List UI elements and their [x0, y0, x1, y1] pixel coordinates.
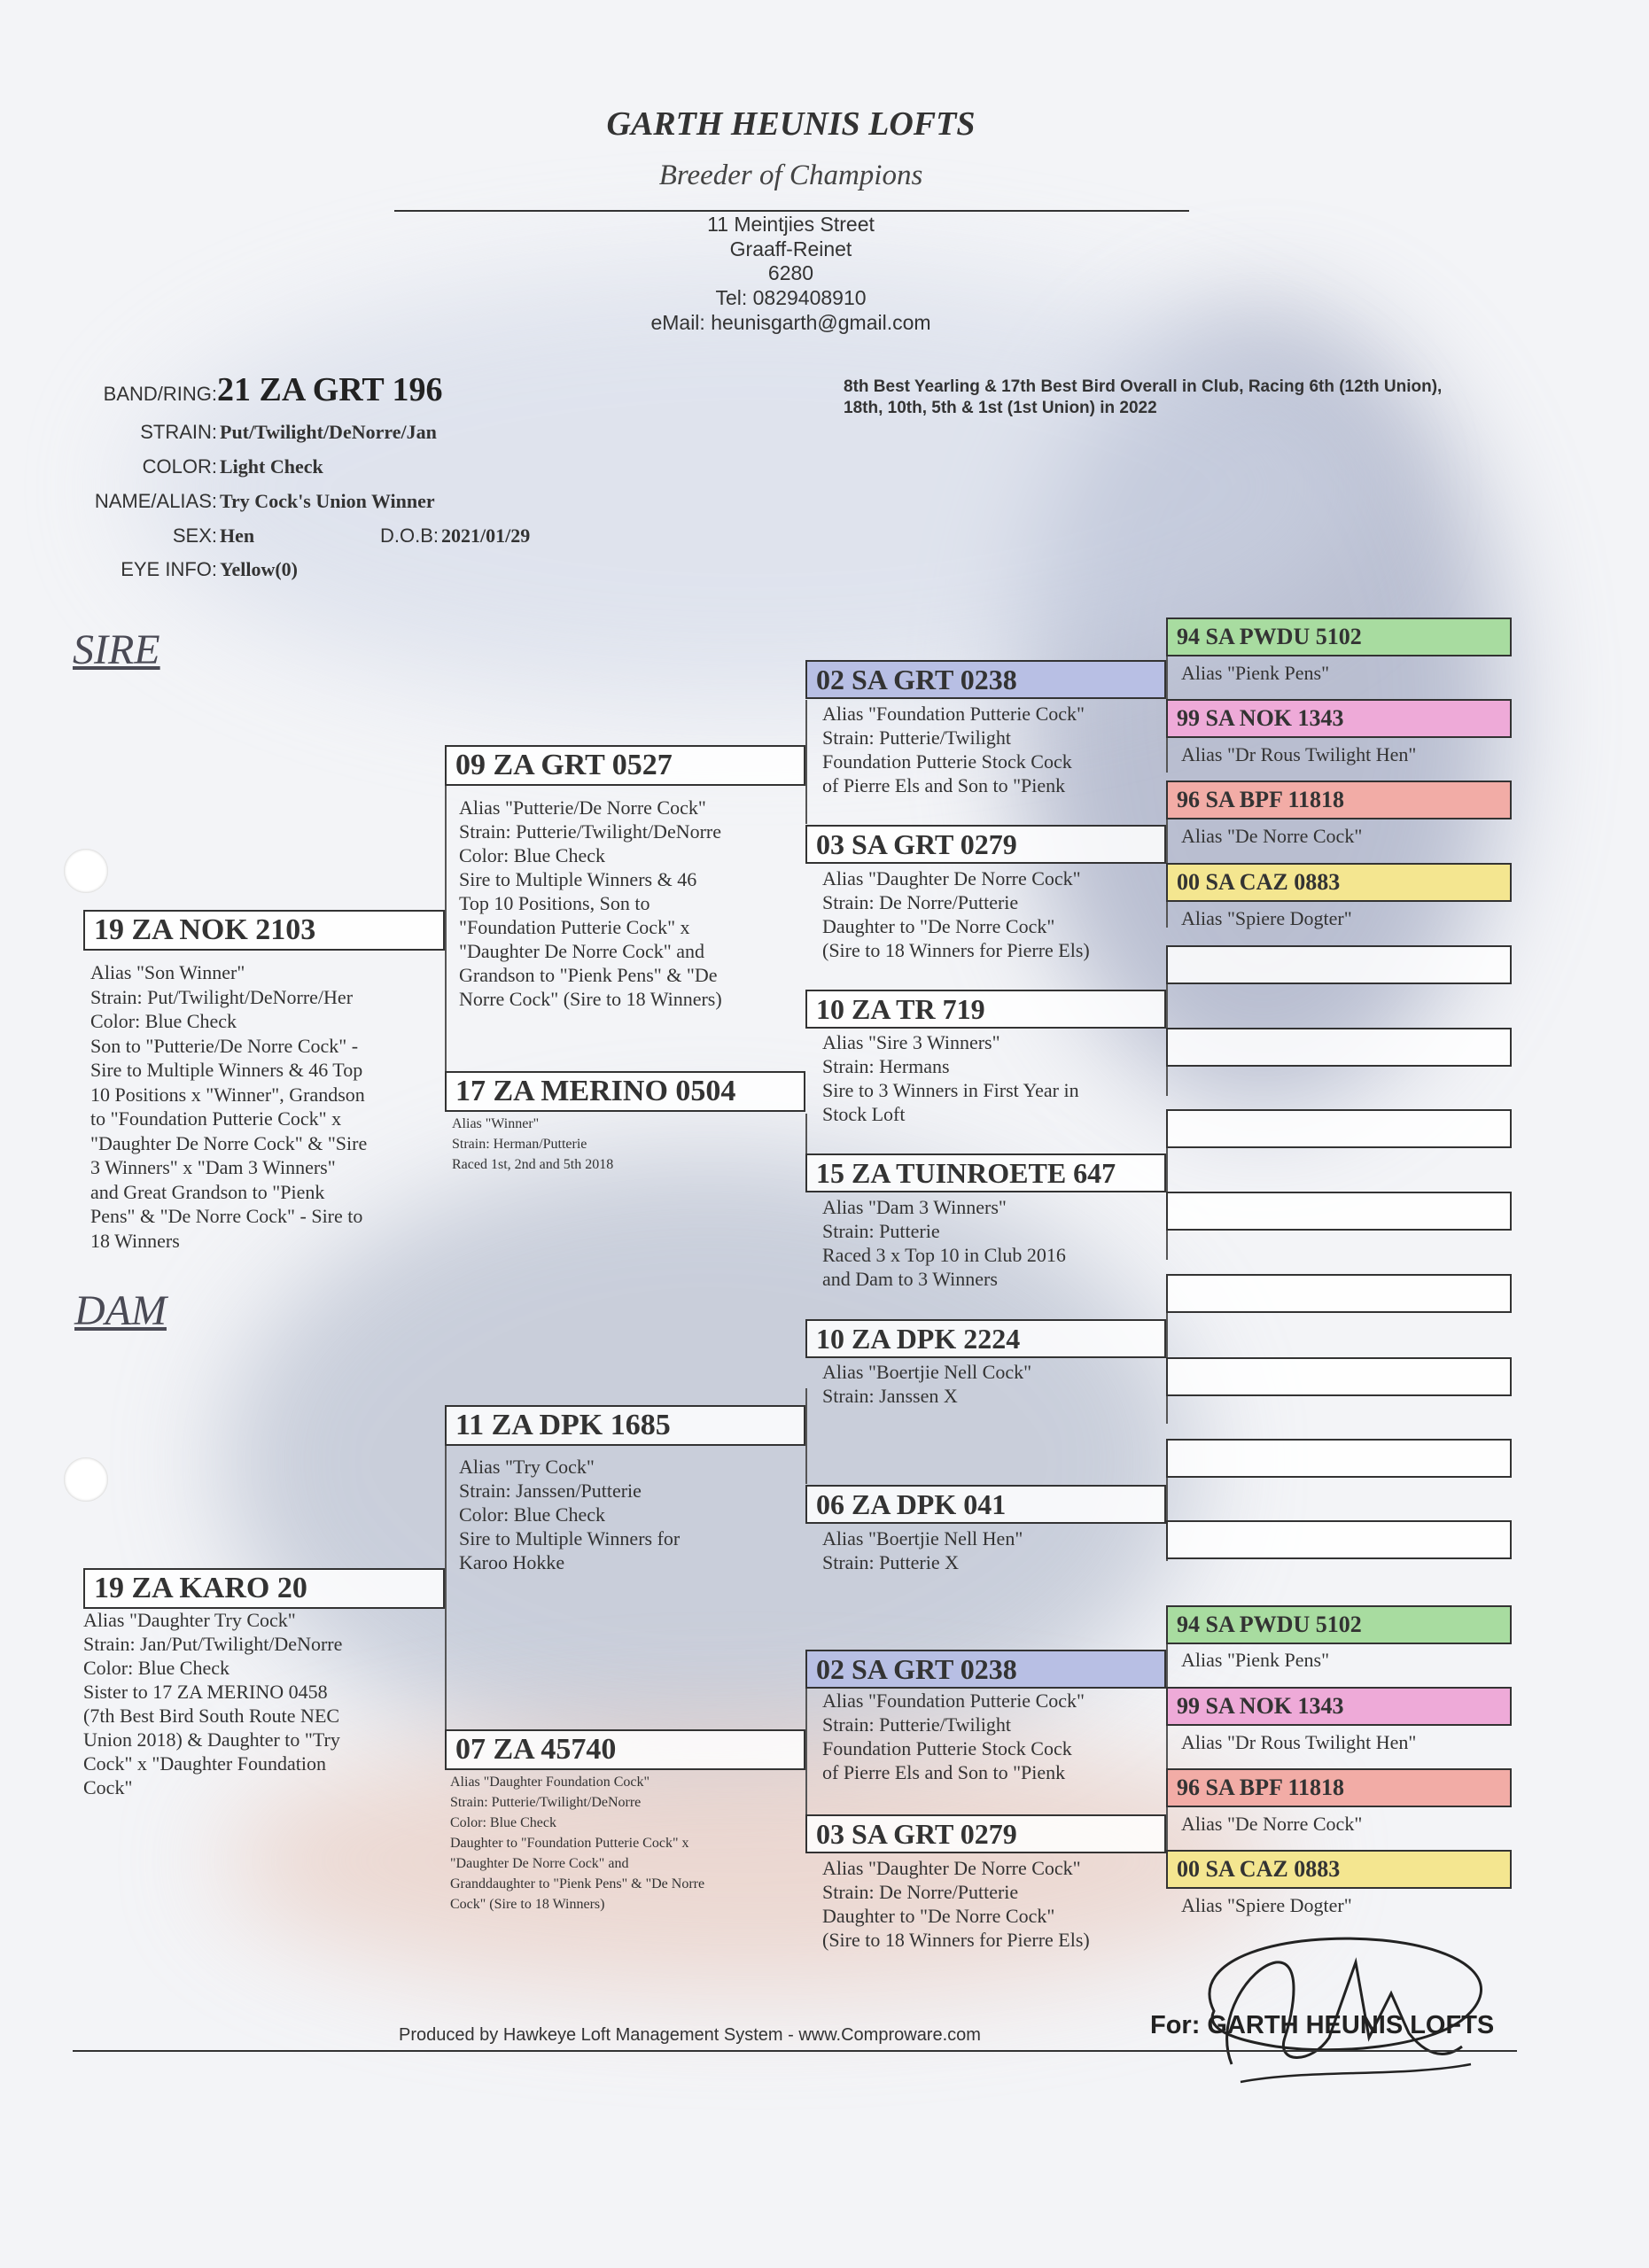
gen4-bottom-alias-2: Alias "Dr Rous Twilight Hen"	[1181, 1731, 1417, 1753]
strain-label: STRAIN:	[140, 421, 217, 443]
connector-gen3-d	[805, 1666, 807, 1815]
gen3-desc-1: Alias "Foundation Putterie Cock" Strain: Putterie/Twilight Foundation Putterie Stock Cock of Pierre Els and Son to "Pienk	[822, 703, 1085, 796]
gen3-box-7: 02 SA GRT 0238	[805, 1650, 1166, 1689]
strain-value: Put/Twilight/DeNorre/Jan	[220, 421, 437, 443]
sex-value: Hen	[220, 524, 255, 547]
gen2-sire-dam-box: 17 ZA MERINO 0504	[445, 1071, 805, 1112]
dam-description: Alias "Daughter Try Cock" Strain: Jan/Put/Twilight/DeNorre Color: Blue Check Sister to 17 ZA MERINO 0458 (7th Best Bird South Route NEC Union 2018) & Daughter to "Try Cock" x "Daughter Foundation Cock"	[83, 1609, 343, 1798]
address-email: eMail: heunisgarth@gmail.com	[650, 311, 931, 334]
gen4-bottom-alias-4: Alias "Spiere Dogter"	[1181, 1894, 1352, 1916]
gen3-desc-5: Alias "Boertjie Nell Cock" Strain: Janssen X	[822, 1361, 1032, 1407]
gen4-empty-box-6	[1166, 1357, 1512, 1396]
gen4-empty-box-1	[1166, 945, 1512, 984]
gen4-top-alias-4: Alias "Spiere Dogter"	[1181, 907, 1352, 929]
gen3-box-6: 06 ZA DPK 041	[805, 1485, 1166, 1524]
sire-section-title: SIRE	[73, 626, 160, 673]
gen2-dam-dam-desc: Alias "Daughter Foundation Cock" Strain: Putterie/Twilight/DeNorre Color: Blue Check Daughter to "Foundation Putterie Cock" x "Daughter De Norre Cock" and Granddaughter to "Pienk Pens" & "De Norre Cock" (Sire to 18 Winners)	[450, 1775, 705, 1912]
sex-label: SEX:	[172, 524, 217, 547]
gen4-top-alias-3: Alias "De Norre Cock"	[1181, 825, 1363, 847]
gen3-desc-6: Alias "Boertjie Nell Hen" Strain: Putterie X	[822, 1527, 1023, 1573]
gen4-empty-box-8	[1166, 1520, 1512, 1559]
binder-hole-top	[64, 849, 108, 893]
address-postcode: 6280	[767, 261, 814, 284]
gen4-top-box-4: 00 SA CAZ 0883	[1166, 863, 1512, 902]
band-label: BAND/RING:	[103, 383, 217, 405]
gen4-empty-box-4	[1166, 1192, 1512, 1231]
gen3-desc-7: Alias "Foundation Putterie Cock" Strain: Putterie/Twilight Foundation Putterie Stock Cock of Pierre Els and Son to "Pienk	[822, 1689, 1085, 1783]
gen3-desc-2: Alias "Daughter De Norre Cock" Strain: De Norre/Putterie Daughter to "De Norre Cock" (Sire to 18 Winners for Pierre Els)	[822, 867, 1090, 961]
gen4-top-alias-1: Alias "Pienk Pens"	[1181, 662, 1330, 684]
gen3-desc-8: Alias "Daughter De Norre Cock" Strain: De Norre/Putterie Daughter to "De Norre Cock" (Sire to 18 Winners for Pierre Els)	[822, 1857, 1090, 1951]
signature-scribble	[1178, 1878, 1497, 2091]
address-street: 11 Meintjies Street	[707, 213, 875, 236]
footer-divider	[73, 2050, 1517, 2052]
dob-label: D.O.B:	[379, 524, 439, 547]
gen4-empty-box-7	[1166, 1439, 1512, 1478]
address-phone: Tel: 0829408910	[715, 286, 867, 309]
performance-text: 8th Best Yearling & 17th Best Bird Overall in Club, Racing 6th (12th Union), 18th, 10th, 5th & 1st (1st Union) in 2022	[844, 377, 1443, 417]
color-value: Light Check	[220, 455, 323, 478]
gen4-bottom-box-2: 99 SA NOK 1343	[1166, 1687, 1512, 1726]
dam-section-title: DAM	[74, 1287, 167, 1334]
gen2-sire-dam-desc: Alias "Winner" Strain: Herman/Putterie Raced 1st, 2nd and 5th 2018	[452, 1116, 614, 1172]
gen2-dam-dam-box: 07 ZA 45740	[445, 1729, 805, 1770]
name-label: NAME/ALIAS:	[94, 490, 217, 512]
address-town: Graaff-Reinet	[729, 237, 852, 260]
gen4-top-box-3: 96 SA BPF 11818	[1166, 781, 1512, 819]
gen3-box-8: 03 SA GRT 0279	[805, 1814, 1166, 1853]
gen3-desc-4: Alias "Dam 3 Winners" Strain: Putterie Raced 3 x Top 10 in Club 2016 and Dam to 3 Winners	[822, 1196, 1066, 1290]
connector-gen2-sire	[445, 764, 447, 1079]
gen4-bottom-box-4: 00 SA CAZ 0883	[1166, 1850, 1512, 1889]
binder-hole-bottom	[64, 1457, 108, 1502]
gen3-box-2: 03 SA GRT 0279	[805, 825, 1166, 864]
dob-value: 2021/01/29	[441, 524, 531, 547]
gen4-bottom-alias-3: Alias "De Norre Cock"	[1181, 1813, 1363, 1835]
connector-gen2-dam	[445, 1426, 447, 1749]
gen4-bottom-box-3: 96 SA BPF 11818	[1166, 1768, 1512, 1807]
gen4-bottom-box-1: 94 SA PWDU 5102	[1166, 1605, 1512, 1644]
gen3-box-3: 10 ZA TR 719	[805, 990, 1166, 1029]
band-ring-value: 21 ZA GRT 196	[217, 371, 443, 408]
gen3-box-5: 10 ZA DPK 2224	[805, 1319, 1166, 1358]
gen4-empty-box-2	[1166, 1028, 1512, 1067]
gen4-empty-box-5	[1166, 1274, 1512, 1313]
gen4-top-box-1: 94 SA PWDU 5102	[1166, 617, 1512, 656]
gen3-box-4: 15 ZA TUINROETE 647	[805, 1153, 1166, 1192]
loft-title: GARTH HEUNIS LOFTS	[606, 105, 976, 143]
sire-ring-box: 19 ZA NOK 2103	[83, 910, 445, 951]
gen2-sire-sire-box: 09 ZA GRT 0527	[445, 745, 805, 786]
sire-description: Alias "Son Winner" Strain: Put/Twilight/DeNorre/Her Color: Blue Check Son to "Putterie/De Norre Cock" - Sire to Multiple Winners & 46 Top 10 Positions x "Winner", Grandson to "Foundation Putterie Cock" x "Daughter De Norre Cock" & "Sire 3 Winners" x "Dam 3 Winners" and Great Grandson to "Pienk Pens" & "De Norre Cock" - Sire to 18 Winners	[90, 961, 368, 1252]
gen2-sire-sire-desc: Alias "Putterie/De Norre Cock" Strain: Putterie/Twilight/DeNorre Color: Blue Check Sire to Multiple Winners & 46 Top 10 Positions, Son to "Foundation Putterie Cock" x "Daughter De Norre Cock" and Grandson to "Pienk Pens" & "De Norre Cock" (Sire to 18 Winners)	[459, 796, 722, 1010]
gen4-top-box-2: 99 SA NOK 1343	[1166, 699, 1512, 738]
loft-subtitle: Breeder of Champions	[658, 159, 923, 191]
gen2-dam-sire-desc: Alias "Try Cock" Strain: Janssen/Putterie Color: Blue Check Sire to Multiple Winners for Karoo Hokke	[459, 1456, 681, 1573]
gen3-box-1: 02 SA GRT 0238	[805, 660, 1166, 699]
connector-gen3-a	[805, 700, 807, 824]
dam-ring-box: 19 ZA KARO 20	[83, 1568, 445, 1609]
connector-gen3-c	[805, 1388, 807, 1484]
gen3-desc-3: Alias "Sire 3 Winners" Strain: Hermans Sire to 3 Winners in First Year in Stock Loft	[822, 1031, 1079, 1125]
color-label: COLOR:	[142, 455, 217, 478]
eye-value: Yellow(0)	[220, 558, 298, 580]
for-loft-signature-label: For: GARTH HEUNIS LOFTS	[1150, 2011, 1495, 2039]
gen2-dam-sire-box: 11 ZA DPK 1685	[445, 1405, 805, 1446]
header-divider	[394, 210, 1189, 212]
produced-by-text: Produced by Hawkeye Loft Management System - www.Comproware.com	[399, 2025, 981, 2045]
gen4-empty-box-3	[1166, 1109, 1512, 1148]
gen4-bottom-alias-1: Alias "Pienk Pens"	[1181, 1649, 1330, 1671]
name-value: Try Cock's Union Winner	[220, 490, 435, 512]
eye-label: EYE INFO:	[121, 558, 217, 580]
gen4-top-alias-2: Alias "Dr Rous Twilight Hen"	[1181, 743, 1417, 765]
